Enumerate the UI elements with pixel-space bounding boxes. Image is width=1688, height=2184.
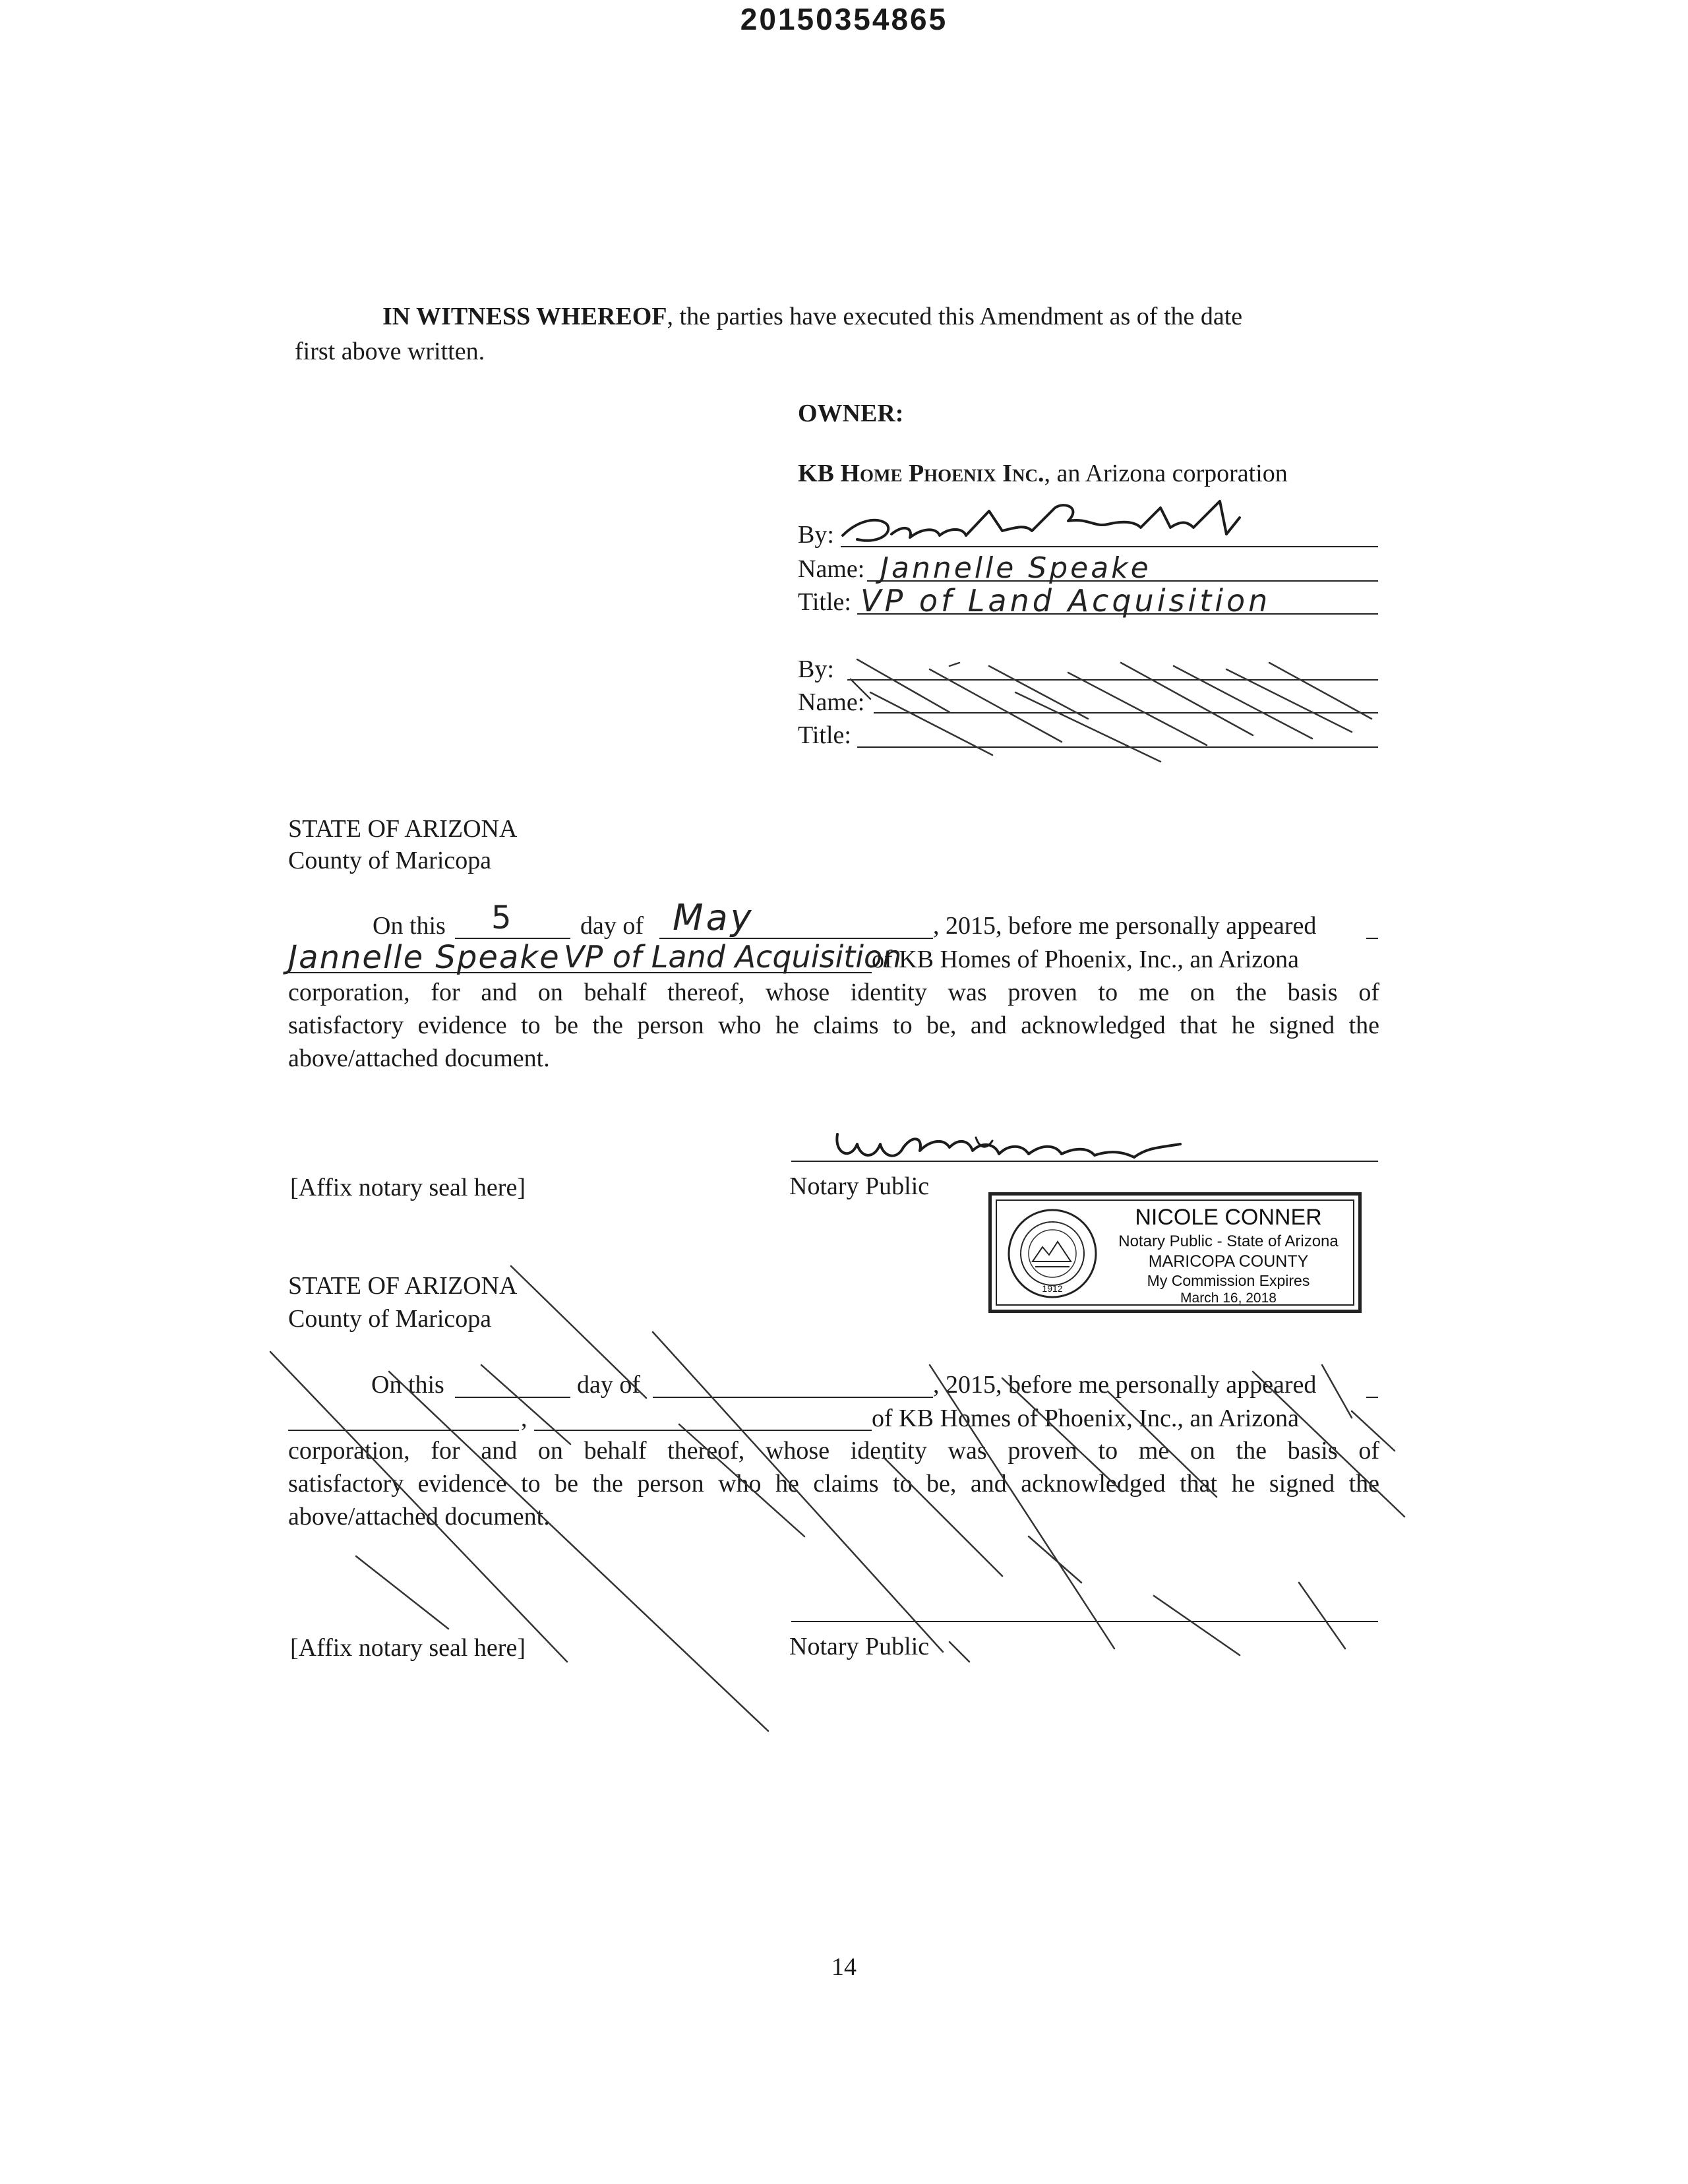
owner-heading: OWNER: [798,400,904,427]
seal-year: 1912 [1042,1283,1063,1294]
by2-label: By: [798,655,834,683]
name2-label: Name: [798,688,865,716]
notary-stamp [988,1192,1362,1313]
witness-text: , the parties have executed this Amendment as of the date [667,303,1243,330]
name-value-handwritten: Jannelle Speake [880,551,1151,585]
notary1-year-text: , 2015, before me personally appeared [933,912,1317,940]
by-signature-line [841,546,1378,547]
notary1-line4: satisfactory evidence to be the person who he claims to be, and acknowledged that he signed the [288,1012,1379,1039]
witness-lead: IN WITNESS WHEREOF [382,303,667,330]
notary2-comma: , [521,1405,528,1432]
notary2-title-line [534,1430,872,1431]
owner-company [798,457,1288,490]
notary2-signature-line [791,1621,1378,1622]
title2-label: Title: [798,721,851,749]
notary-signature [837,1134,1180,1157]
by2-line [847,679,1378,681]
notary2-year-text: , 2015, before me personally appeared [933,1371,1317,1399]
witness-line-1 [382,300,1242,333]
notary2-state: STATE OF ARIZONA [288,1272,518,1300]
notary2-line3: corporation, for and on behalf thereof, whose identity was proven to me on the basis of [288,1437,1379,1465]
name-label: Name: [798,555,865,583]
title2-line [857,746,1378,748]
notary1-person-title: VP of Land Acquisition [564,939,902,975]
title-label: Title: [798,588,851,616]
witness-line-2: first above written. [295,338,485,365]
name2-line [874,712,1378,713]
notary1-state: STATE OF ARIZONA [288,815,518,843]
title-value-handwritten: VP of Land Acquisition [860,583,1271,619]
notary1-on-this: On this [373,912,446,940]
notary1-day-of: day of [580,912,644,940]
notary2-day-line [455,1397,570,1398]
notary2-day-of: day of [577,1371,641,1399]
notary2-notary-public: Notary Public [789,1633,930,1660]
notary1-county: County of Maricopa [288,847,492,874]
owner-company-name: KB Home Phoenix Inc. [798,460,1044,487]
notary2-seal-label: [Affix notary seal here] [290,1634,526,1662]
notary2-appeared-tail-line [1366,1397,1378,1398]
stamp-line1: Notary Public - State of Arizona [1118,1232,1339,1250]
notary2-on-this: On this [371,1371,444,1399]
notary1-line3: corporation, for and on behalf thereof, whose identity was proven to me on the basis of [288,979,1379,1006]
notary1-seal-label: [Affix notary seal here] [290,1174,526,1201]
notary2-month-line [653,1397,933,1398]
stamp-line4: March 16, 2018 [1180,1290,1277,1306]
by-label: By: [798,521,834,549]
notary1-person-value: Jannelle Speake [288,939,560,976]
notary1-notary-public: Notary Public [789,1172,930,1200]
page-number: 14 [831,1953,857,1981]
notary1-line5: above/attached document. [288,1045,550,1072]
stamp-name: NICOLE CONNER [1135,1205,1322,1230]
owner-company-type: , an Arizona corporation [1044,460,1288,487]
notary1-month-value: May [673,897,754,938]
notary2-line2: of KB Homes of Phoenix, Inc., an Arizona [872,1405,1299,1432]
notary1-day-value: 5 [491,899,512,936]
notary1-appeared-tail-line [1366,938,1378,939]
document-number: 20150354865 [740,2,948,36]
notary2-line5: above/attached document. [288,1503,550,1531]
owner-signature [843,501,1240,541]
stamp-line2: MARICOPA COUNTY [1148,1252,1309,1271]
state-seal-icon [1006,1207,1099,1300]
notary1-signature-line [791,1161,1378,1162]
notary2-county: County of Maricopa [288,1305,492,1333]
notary2-line4: satisfactory evidence to be the person who he claims to be, and acknowledged that he signed the [288,1470,1379,1498]
notary2-person-line [288,1430,519,1431]
notary1-line2: of KB Homes of Phoenix, Inc., an Arizona [872,946,1299,973]
stamp-line3: My Commission Expires [1147,1272,1310,1289]
